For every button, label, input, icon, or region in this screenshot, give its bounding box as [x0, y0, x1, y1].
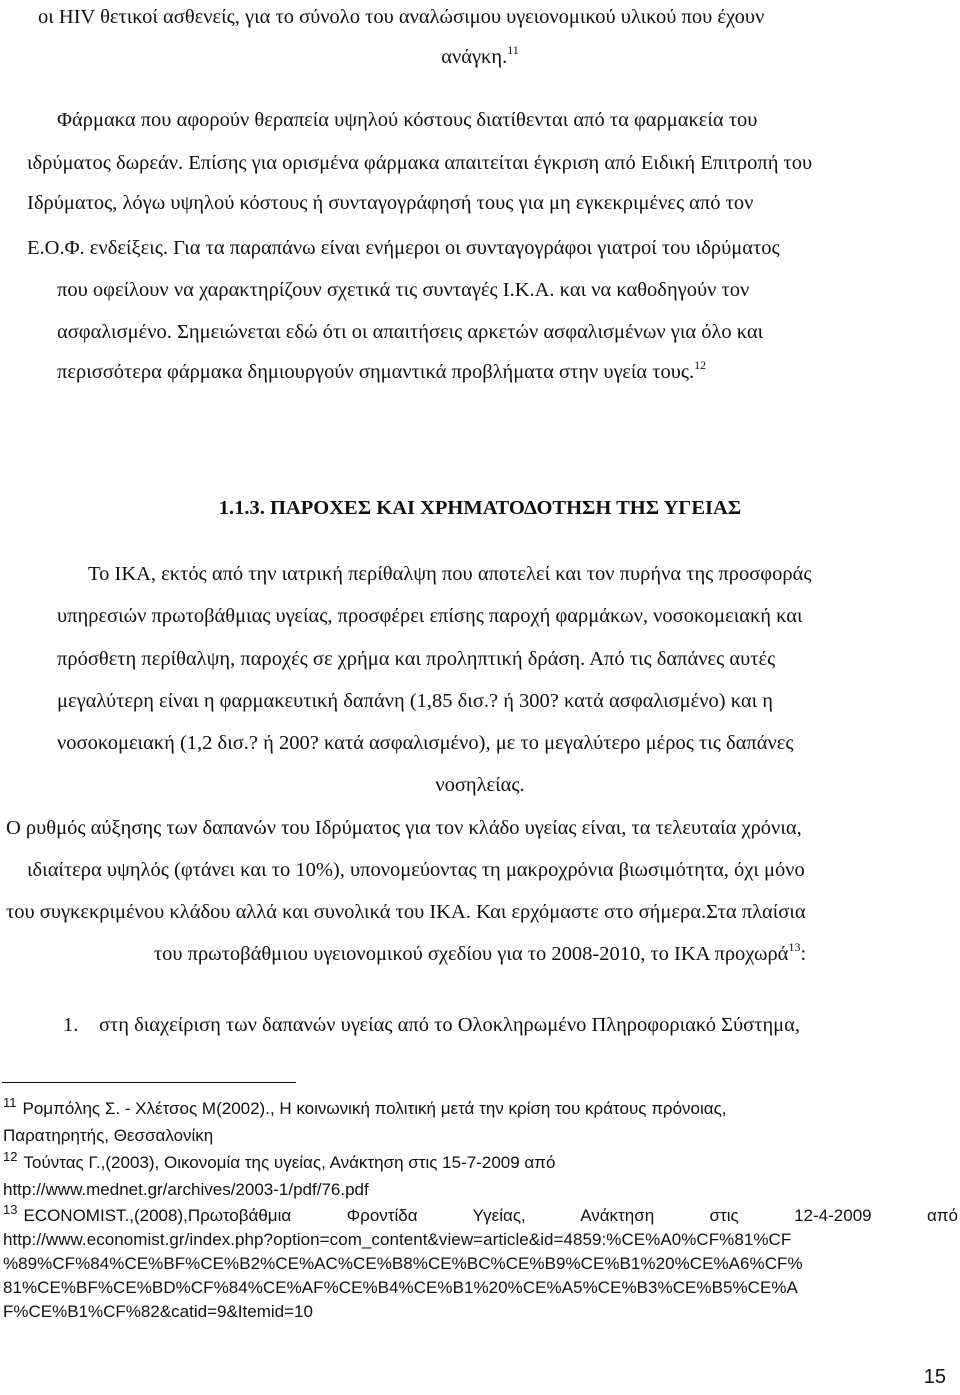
body-line: ασφαλισμένο. Σημειώνεται εδώ ότι οι απαιτήσεις αρκετών ασφαλισμένων για όλο και — [57, 321, 764, 343]
footnote-number: 11 — [3, 1095, 17, 1110]
body-line-text: περισσότερα φάρμακα δημιουργούν σημαντικά προβλήματα στην υγεία τους. — [57, 361, 695, 383]
footnote-13 — [3, 1202, 958, 1226]
footnote-ref: 13 — [788, 940, 801, 954]
footnote-text: Τούντας Γ.,(2003), Οικονομία της υγείας, Ανάκτηση στις 15-7-2009 από — [23, 1153, 556, 1172]
page-number: 15 — [923, 1366, 946, 1388]
body-line — [0, 940, 960, 966]
footnote-link[interactable]: %89%CF%84%CE%BF%CE%B2%CE%AC%CE%B8%CE%BC%CE%B9%CE%B1%20%CE%A6%CF% — [3, 1254, 803, 1273]
footnote-text: Παρατηρητής, Θεσσαλονίκη — [3, 1126, 214, 1145]
footnote-link[interactable]: http://www.mednet.gr/archives/2003-1/pdf/76.pdf — [3, 1180, 369, 1199]
footnote-11 — [3, 1095, 727, 1119]
body-line — [57, 358, 707, 384]
footnote-link[interactable]: 81%CE%BF%CE%BD%CF%84%CE%AF%CE%B4%CE%B1%20%CE%A5%CE%B3%CE%B5%CE%A — [3, 1278, 798, 1297]
footnote-link[interactable]: http://www.economist.gr/index.php?option=com_content&view=article&id=4859:%CE%A0%CF%81%CF — [3, 1230, 792, 1249]
footnote-12 — [3, 1149, 556, 1173]
body-line: ιδιαίτερα υψηλός (φτάνει και το 10%), υπονομεύοντας τη μακροχρόνια βιωσιμότητα, όχι μόνο — [27, 859, 805, 881]
body-line: μεγαλύτερη είναι η φαρμακευτική δαπάνη (1,85 δισ.? ή 300? κατά ασφαλισμένο) και η — [57, 690, 773, 712]
body-line-text: ανάγκη. — [441, 46, 508, 68]
body-line: ιδρύματος δωρεάν. Επίσης για ορισμένα φάρμακα απαιτείται έγκριση από Ειδική Επιτροπή του — [27, 152, 813, 174]
footnote-separator — [2, 1082, 296, 1083]
body-line: Ιδρύματος, λόγω υψηλού κόστους ή συνταγογράφησή τους για μη εγκεκριμένες από τον — [27, 192, 754, 214]
body-line: υπηρεσιών πρωτοβάθμιας υγείας, προσφέρει επίσης παροχή φαρμάκων, νοσοκομειακή και — [57, 605, 803, 627]
footnote-number: 12 — [3, 1149, 18, 1164]
footnote-number: 13 — [3, 1202, 18, 1217]
list-item-text: στη διαχείριση των δαπανών υγείας από το Ολοκληρωμένο Πληροφοριακό Σύστημα, — [99, 1014, 801, 1036]
footnote-text: Ρομπόλης Σ. - Χλέτσος Μ(2002)., Η κοινωνική πολιτική μετά την κρίση του κράτους πρόνοιας, — [22, 1099, 727, 1118]
footnote-ref: 11 — [507, 43, 519, 57]
body-line: Ε.Ο.Φ. ενδείξεις. Για τα παραπάνω είναι ενήμεροι οι συνταγογράφοι γιατροί του ιδρύματος — [27, 237, 780, 259]
body-line: που οφείλουν να χαρακτηρίζουν σχετικά τις συνταγές Ι.Κ.Α. και να καθοδηγούν τον — [57, 279, 750, 301]
body-line — [0, 43, 960, 69]
section-heading: 1.1.3. ΠΑΡΟΧΕΣ ΚΑΙ ΧΡΗΜΑΤΟΔΟΤΗΣΗ ΤΗΣ ΥΓΕΙΑΣ — [218, 497, 742, 519]
footnote-link[interactable]: F%CE%B1%CF%82&catid=9&Itemid=10 — [3, 1302, 313, 1321]
list-item-number: 1. — [63, 1014, 79, 1036]
footnote-text: ECONOMIST.,(2008),Πρωτοβάθμια Φροντίδα Υγείας, Ανάκτηση στις 12-4-2009 από — [23, 1206, 958, 1225]
body-line: Το ΙΚΑ, εκτός από την ιατρική περίθαλψη που αποτελεί και τον πυρήνα της προσφοράς — [88, 563, 812, 585]
body-line: οι HIV θετικοί ασθενείς, για το σύνολο του αναλώσιμου υγειονομικού υλικού που έχουν — [38, 6, 765, 28]
body-line: νοσοκομειακή (1,2 δισ.? ή 200? κατά ασφαλισμένο), με το μεγαλύτερο μέρος τις δαπάνες — [57, 732, 794, 754]
body-line: πρόσθετη περίθαλψη, παροχές σε χρήμα και προληπτική δράση. Από τις δαπάνες αυτές — [57, 648, 776, 670]
body-line: Φάρμακα που αφορούν θεραπεία υψηλού κόστους διατίθενται από τα φαρμακεία του — [57, 109, 758, 131]
body-line: νοσηλείας. — [435, 774, 525, 796]
body-line-text: του πρωτοβάθμιου υγειονομικού σχεδίου για το 2008-2010, το ΙΚΑ προχωρά — [153, 943, 789, 965]
body-line: Ο ρυθμός αύξησης των δαπανών του Ιδρύματος για τον κλάδο υγείας είναι, τα τελευταία χρόνια, — [6, 817, 802, 839]
body-line: του συγκεκριμένου κλάδου αλλά και συνολικά του ΙΚΑ. Και ερχόμαστε στο σήμερα.Στα πλαίσια — [6, 901, 806, 923]
footnote-ref: 12 — [694, 358, 707, 372]
body-line-text: : — [800, 943, 807, 965]
